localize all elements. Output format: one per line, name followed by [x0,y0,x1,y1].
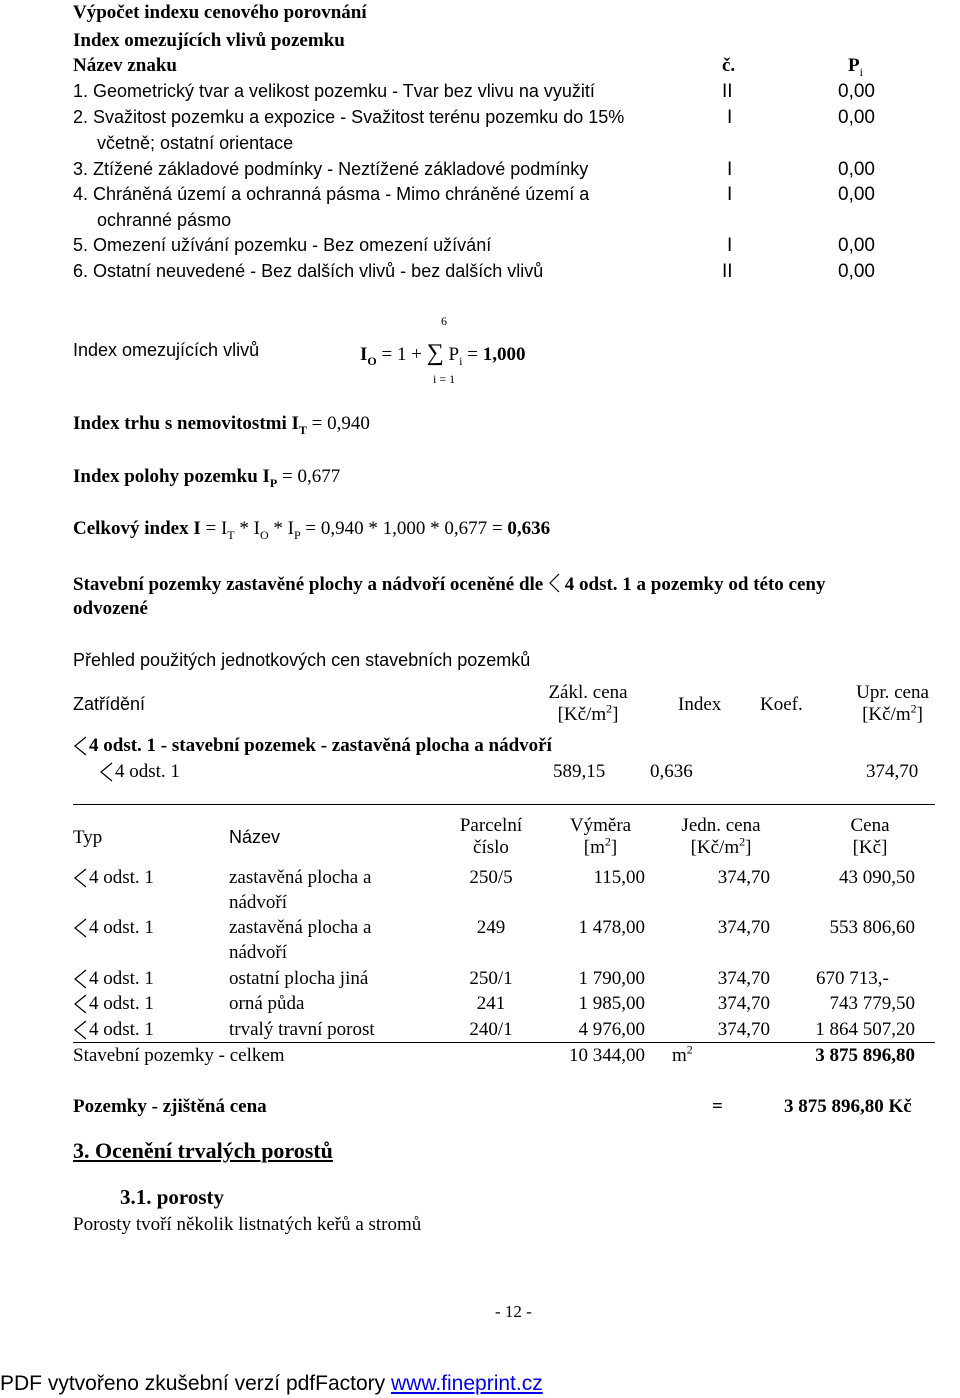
factor-label: 3. Ztížené základové podmínky - Neztížené základové podmínky [73,159,589,179]
col-header-num: č. [722,55,736,76]
corner-mark-icon [73,994,87,1014]
factor-label-cont: včetně; ostatní orientace [97,133,294,153]
footer-text: PDF vytvořeno zkušební verzí pdfFactory [0,1372,386,1395]
prehled-group-label: 4 odst. 1 - stavební pozemek - zastavěná plocha a nádvoří [89,735,552,756]
table-row-typ: 4 odst. 1 [89,993,154,1014]
table-row-jedn: 374,70 [717,968,770,989]
factor-num: I [727,107,733,128]
table-row-nazev: zastavěná plocha a [229,917,372,938]
zjistena-value: 3 875 896,80 Kč [784,1096,912,1117]
factor-label: 2. Svažitost pozemku a expozice - Svažitost terénu pozemku do 15% [73,107,625,127]
factor-num: I [727,159,733,180]
zjistena-eq: = [712,1096,723,1117]
factor-label: 4. Chráněná území a ochranná pásma - Mimo chráněné území a [73,184,590,204]
col-header-pi: $P_i$ [848,55,863,79]
table-row-vymera: 4 976,00 [578,1019,645,1040]
corner-mark-icon [73,1020,87,1040]
table-row-nazev-cont: nádvoří [229,942,288,963]
prehled-row-upr: 374,70 [866,761,919,782]
sigma-lower: i = 1 [433,372,456,386]
parcels-col-vymera: Výměra $[m^2]$ [569,815,632,858]
prehled-title: Přehled použitých jednotkových cen stavebních pozemků [73,650,531,670]
factor-value: 0,00 [838,235,875,256]
index-polohy: Index polohy pozemku $I_P = 0,677$ [73,466,341,490]
parcels-total-label: Stavební pozemky - celkem [73,1045,285,1066]
factor-num: I [727,184,733,205]
subsection-text: Porosty tvoří několik listnatých keřů a stromů [73,1214,422,1235]
table-row-nazev: orná půda [229,993,305,1014]
corner-mark-icon [73,918,87,938]
corner-mark-icon [73,736,87,756]
factor-num: II [722,261,733,282]
section-heading: 3. Ocenění trvalých porostů [73,1138,333,1163]
factor-num: I [727,235,733,256]
prehled-col-index: Index [678,694,722,715]
zjistena-label: Pozemky - zjištěná cena [73,1096,267,1117]
factor-value: 0,00 [838,107,875,128]
prehled-col-koef: Koef. [760,694,803,715]
table-row-jedn: 374,70 [717,867,770,888]
table-row-jedn: 374,70 [717,993,770,1014]
table-row-vymera: 1 790,00 [578,968,645,989]
table-row-nazev-cont: nádvoří [229,892,288,913]
prehled-row-index: 0,636 [650,761,693,782]
prehled-row-label: 4 odst. 1 [115,761,180,782]
prehled-row-zakl: 589,15 [553,761,606,782]
subsection-heading: 3.1. porosty [120,1185,225,1209]
index-trhu: Index trhu s nemovitostmi $I_T = 0,940$ [73,413,370,437]
table-row-vymera: 1 985,00 [578,993,645,1014]
table-row-parcela: 250/1 [469,968,513,989]
factor-value: 0,00 [838,159,875,180]
formula-label: Index omezujících vlivů [73,340,260,360]
col-header-name: Název znaku [73,55,177,76]
table-row-vymera: 115,00 [593,867,645,888]
parcels-col-typ: Typ [73,827,103,848]
table-row-nazev: trvalý travní porost [229,1019,375,1040]
table-row-typ: 4 odst. 1 [89,867,154,888]
corner-mark-icon [99,762,113,782]
table-row-parcela: 250/5 [469,867,513,888]
factor-value: 0,00 [838,184,875,205]
sigma-symbol: ∑ [426,340,444,366]
divider [73,1042,935,1043]
page-number: - 12 - [495,1302,532,1321]
doc-heading: Výpočet indexu cenového porovnání [73,2,367,23]
table-row-parcela: 249 [476,917,506,938]
table-row-typ: 4 odst. 1 [89,1019,154,1040]
celkovy-index: Celkový index $I = I_T * I_O * I_P = 0,940 * 1,000 * 0,677 = 0,636$ [73,518,551,542]
corner-mark-icon [73,969,87,989]
corner-mark-icon [73,868,87,888]
pdf-footer [0,1372,543,1396]
table-row-vymera: 1 478,00 [578,917,645,938]
stavebni-line1: Stavební pozemky zastavěné plochy a nádvoří oceněné dle 4 odst. 1 a pozemky od této ceny [73,574,826,595]
doc-subheading: Index omezujících vlivů pozemku [73,30,345,51]
parcels-total-cena: 3 875 896,80 [815,1045,915,1066]
table-row-cena: 670 713,- [816,968,889,989]
sigma-upper: 6 [441,314,447,328]
table-row-parcela: 240/1 [469,1019,513,1040]
footer-link[interactable]: www.fineprint.cz [391,1372,543,1395]
table-row-cena: 743 779,50 [829,993,915,1014]
factor-label: 6. Ostatní neuvedené - Bez dalších vlivů - bez dalších vlivů [73,261,544,281]
table-row-nazev: zastavěná plocha a [229,867,372,888]
parcels-col-cena: Cena [Kč] [850,815,890,858]
table-row-jedn: 374,70 [717,1019,770,1040]
parcels-col-jedn: Jedn. cena $[Kč/m^2]$ [681,815,761,858]
parcels-col-nazev: Název [229,827,281,847]
table-row-typ: 4 odst. 1 [89,917,154,938]
factor-label: 5. Omezení užívání pozemku - Bez omezení užívání [73,235,492,255]
factor-num: II [722,81,733,102]
factor-label-cont: ochranné pásmo [97,210,232,230]
parcels-col-parcelni: Parcelní číslo [459,815,523,858]
prehled-col-zatrideni: Zatřídění [73,694,146,714]
parcels-total-vymera: 10 344,00 [569,1045,645,1066]
formula-expression: $I_O = 1$ + ∑ $P_i = 1,000$ [360,340,526,368]
factor-value: 0,00 [838,261,875,282]
table-row-cena: 1 864 507,20 [815,1019,915,1040]
prehled-col-zakl: Zákl. cena $[Kč/m^2]$ [548,682,628,725]
table-row-parcela: 241 [476,993,506,1014]
table-row-typ: 4 odst. 1 [89,968,154,989]
corner-mark-icon [548,573,560,593]
table-row-cena: 43 090,50 [839,867,915,888]
table-row-jedn: 374,70 [717,917,770,938]
table-row-nazev: ostatní plocha jiná [229,968,369,989]
factor-label: 1. Geometrický tvar a velikost pozemku - Tvar bez vlivu na využití [73,81,595,101]
prehled-col-upr: Upr. cena $[Kč/m^2]$ [856,682,929,725]
table-row-cena: 553 806,60 [829,917,915,938]
parcels-total-unit: $m^2$ [672,1042,693,1066]
factor-value: 0,00 [838,81,875,102]
divider [73,804,935,805]
stavebni-line2: odvozené [73,598,148,619]
